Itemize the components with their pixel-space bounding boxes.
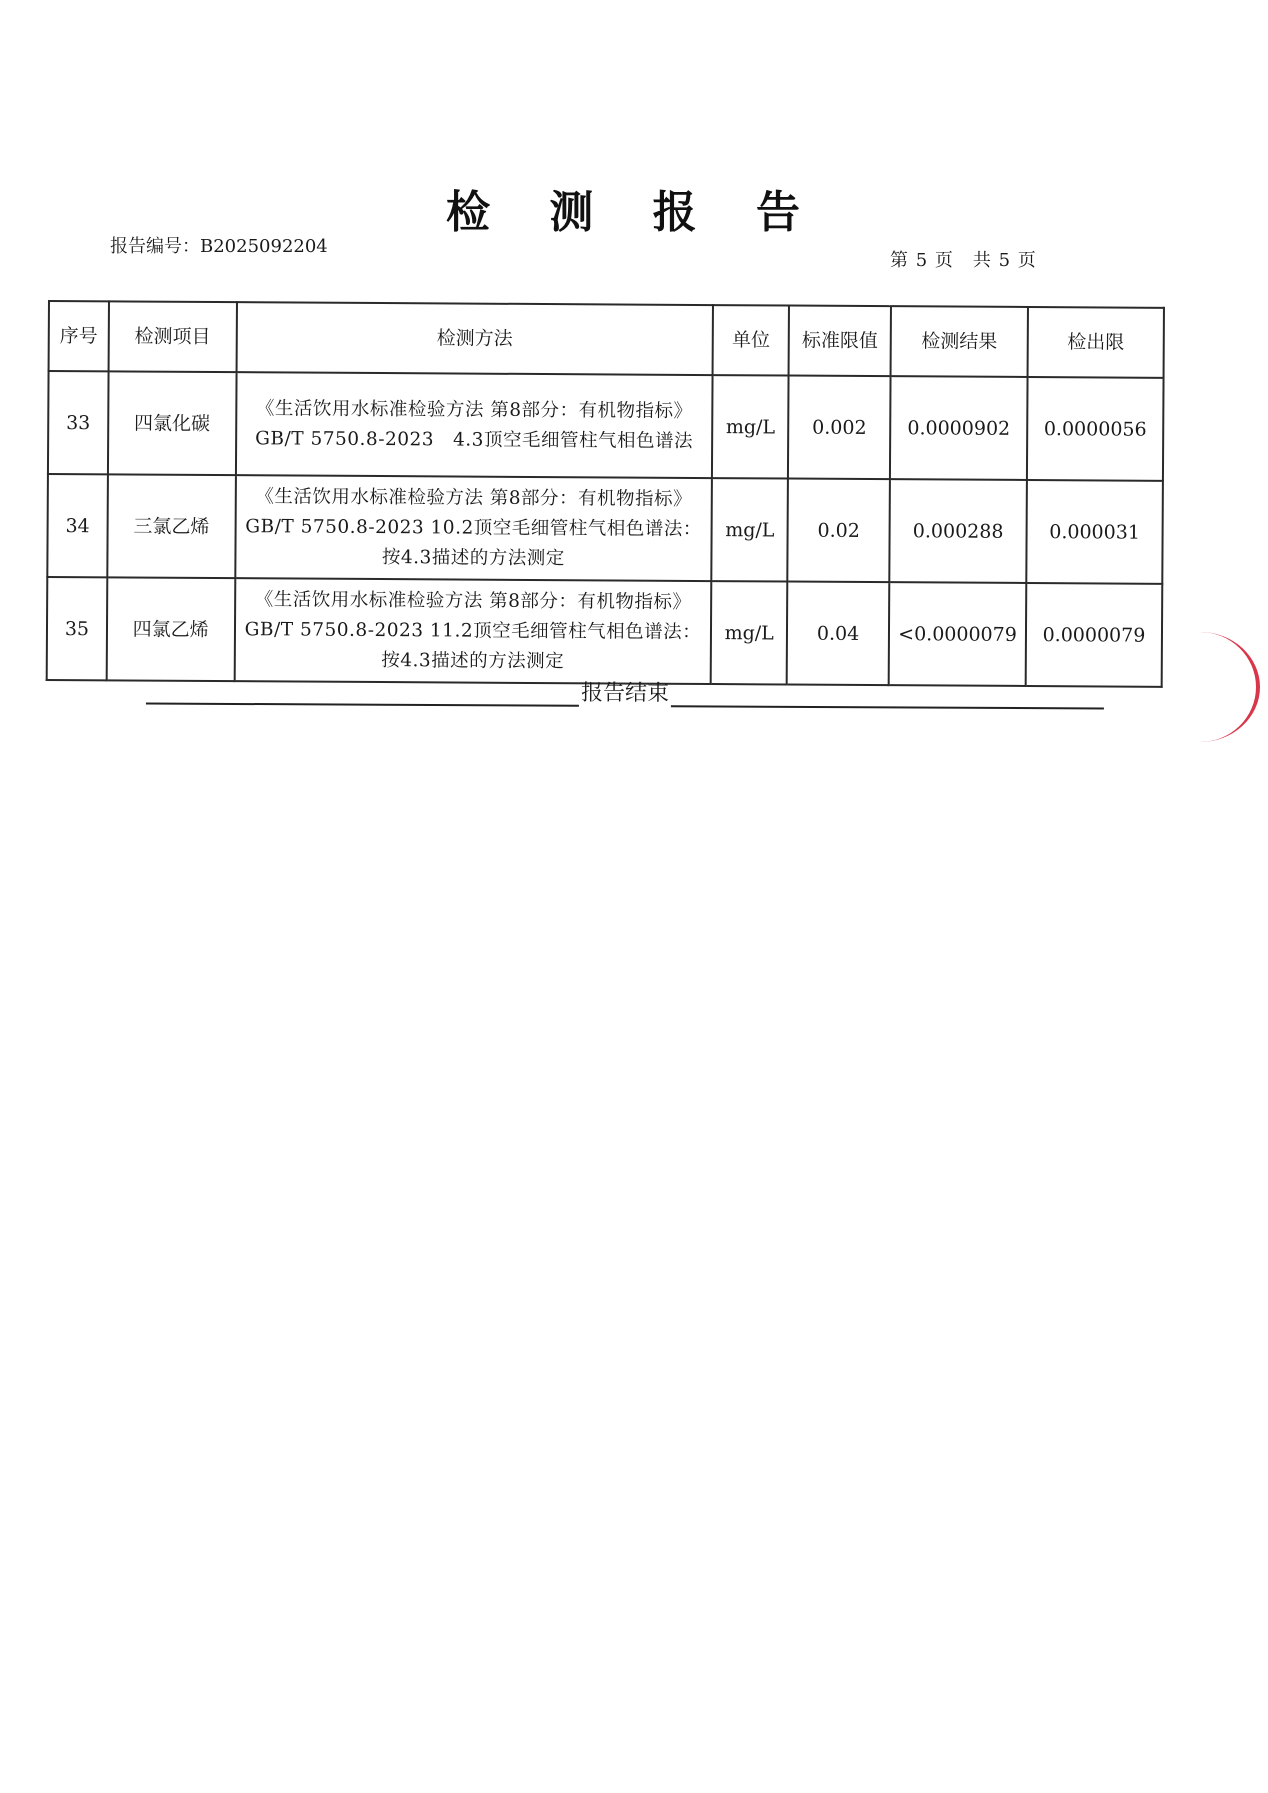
table-row xyxy=(47,577,1163,687)
row-limit: 0.04 xyxy=(787,582,890,686)
report-title: 检 测 报 告 xyxy=(446,187,822,238)
end-rule-left xyxy=(146,680,579,706)
col-header-unit: 单位 xyxy=(713,305,789,375)
row-method: 《生活饮用水标准检验方法 第8部分：有机物指标》GB/T 5750.8-2023 11.2顶空毛细管柱气相色谱法：按4.3描述的方法测定 xyxy=(234,578,711,684)
row-limit: 0.02 xyxy=(787,479,890,583)
report-number: 报告编号：B2025092204 xyxy=(110,236,328,257)
col-header-method: 检测方法 xyxy=(236,302,713,375)
table-row xyxy=(47,474,1163,584)
row-detection-limit: 0.000031 xyxy=(1026,480,1163,584)
row-unit: mg/L xyxy=(712,375,789,478)
row-detection-limit: 0.0000056 xyxy=(1027,377,1164,481)
row-result: <0.0000079 xyxy=(889,582,1027,686)
results-table xyxy=(46,300,1165,688)
col-header-detection-limit: 检出限 xyxy=(1028,307,1164,378)
col-header-result: 检测结果 xyxy=(891,306,1028,377)
row-no: 35 xyxy=(47,577,108,680)
table-row xyxy=(48,371,1164,481)
row-item: 四氯乙烯 xyxy=(107,577,235,681)
row-result: 0.000288 xyxy=(889,479,1027,583)
table-header-row xyxy=(49,301,1164,378)
page-info: 第 5 页 共 5 页 xyxy=(890,250,1037,271)
report-end-line xyxy=(146,673,1104,709)
end-rule-right xyxy=(671,683,1104,709)
row-method: 《生活饮用水标准检验方法 第8部分：有机物指标》GB/T 5750.8-2023 10.2顶空毛细管柱气相色谱法：按4.3描述的方法测定 xyxy=(235,475,712,581)
row-no: 34 xyxy=(47,474,108,577)
row-unit: mg/L xyxy=(711,581,788,684)
row-detection-limit: 0.0000079 xyxy=(1026,583,1163,687)
row-no: 33 xyxy=(48,371,109,474)
col-header-item: 检测项目 xyxy=(108,301,236,372)
row-result: 0.0000902 xyxy=(890,376,1028,480)
col-header-limit: 标准限值 xyxy=(789,306,891,377)
row-unit: mg/L xyxy=(712,478,789,581)
row-item: 三氯乙烯 xyxy=(107,474,235,578)
report-end-text: 报告结束 xyxy=(580,680,670,707)
row-item: 四氯化碳 xyxy=(108,371,236,475)
row-limit: 0.002 xyxy=(788,376,891,480)
seal-stamp-edge xyxy=(1196,632,1260,742)
col-header-no: 序号 xyxy=(49,301,109,371)
row-method: 《生活饮用水标准检验方法 第8部分：有机物指标》GB/T 5750.8-2023 4.3顶空毛细管柱气相色谱法 xyxy=(236,372,713,478)
